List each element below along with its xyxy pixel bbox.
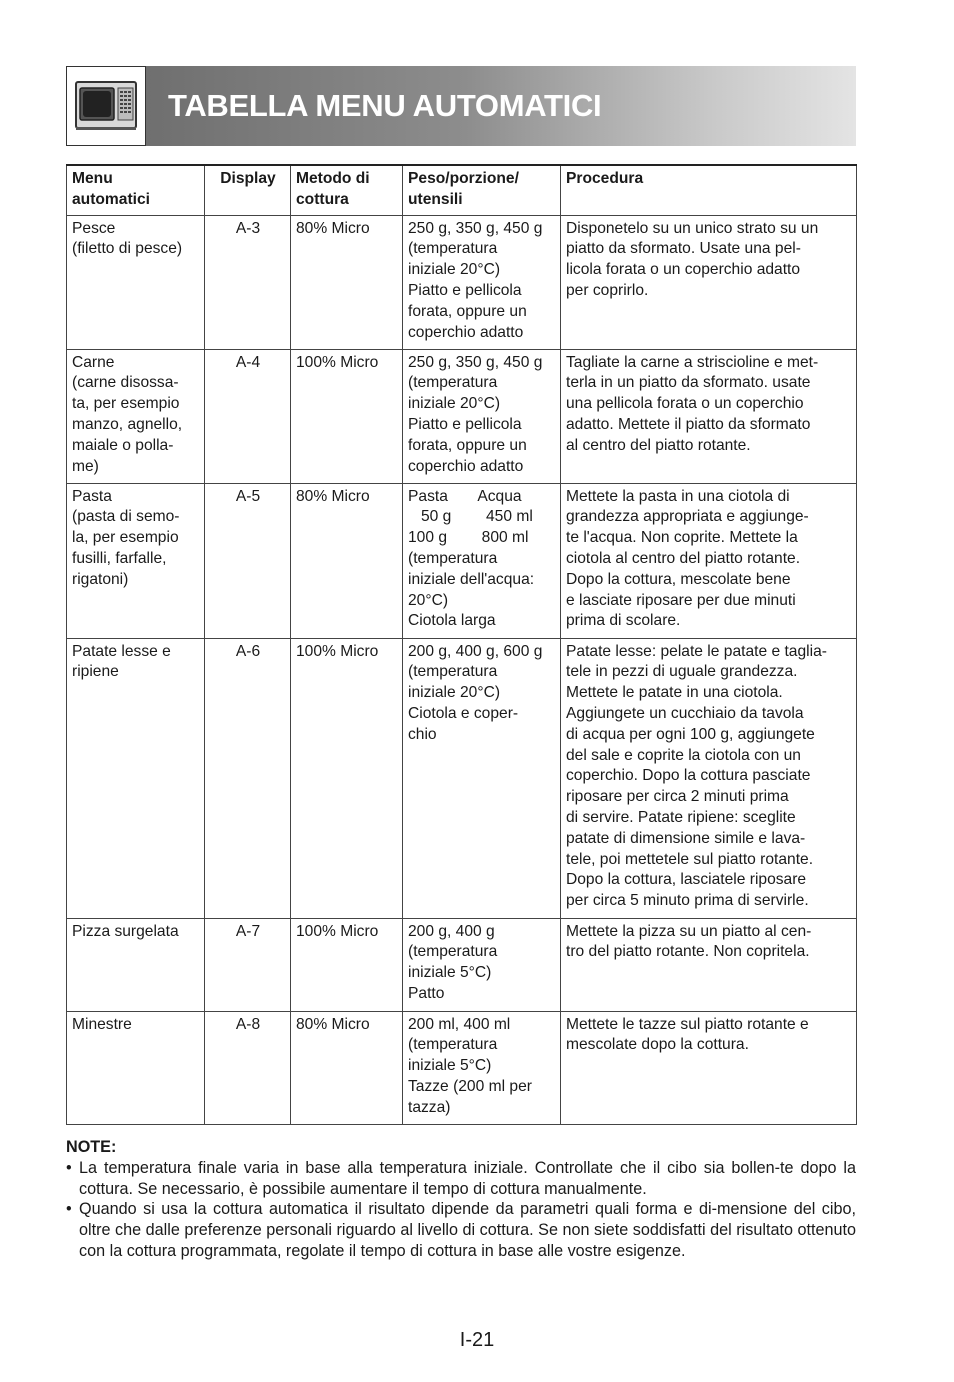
- list-item: [66, 1158, 856, 1200]
- cell-method: 100% Micro: [291, 349, 403, 483]
- cell-procedure: Mettete la pasta in una ciotola di grandezza appropriata e aggiunge- te l'acqua. Non coprite. Mettete la ciotola al centro del piatto rotante. Dopo la cottura, mescolate bene e lasciate riposare per due minuti prima di scolare.: [561, 483, 857, 638]
- cell-weight: 250 g, 350 g, 450 g (temperatura iniziale 20°C) Piatto e pellicola forata, oppure un coperchio adatto: [403, 215, 561, 349]
- column-header-weight: Peso/porzione/ utensili: [403, 165, 561, 215]
- cell-procedure: Mettete la pizza su un piatto al cen- tro del piatto rotante. Non copritela.: [561, 918, 857, 1011]
- note-text: Quando si usa la cottura automatica il risultato dipende da parametri quali forma e di-mensione del cibo, oltre che dalle preferenze personali riguardo al livello di cottura. Se non siete soddisfatti del risultato ottenuto con la cottura programmata, regolate il tempo di cottura in base alle vostre esigenze.: [79, 1200, 856, 1260]
- bullet-icon: •: [66, 1158, 72, 1177]
- cell-weight: 200 g, 400 g (temperatura iniziale 5°C) Patto: [403, 918, 561, 1011]
- cell-display: A-4: [205, 349, 291, 483]
- page-title: TABELLA MENU AUTOMATICI: [168, 88, 602, 123]
- cell-method: 80% Micro: [291, 215, 403, 349]
- cell-display: A-6: [205, 638, 291, 918]
- cell-method: 100% Micro: [291, 918, 403, 1011]
- notes-title: NOTE:: [66, 1138, 117, 1156]
- column-header-procedure: Procedura: [561, 165, 857, 215]
- cell-weight: Pasta Acqua 50 g 450 ml 100 g 800 ml (temperatura iniziale dell'acqua: 20°C) Ciotola larga: [403, 483, 561, 638]
- cell-menu: Pesce (filetto di pesce): [67, 215, 205, 349]
- table-row: [67, 349, 857, 483]
- cell-display: A-5: [205, 483, 291, 638]
- cell-weight: 250 g, 350 g, 450 g (temperatura iniziale 20°C) Piatto e pellicola forata, oppure un coperchio adatto: [403, 349, 561, 483]
- cell-display: A-8: [205, 1011, 291, 1124]
- microwave-icon-box: [66, 66, 146, 146]
- notes-section: [66, 1137, 856, 1262]
- cell-menu: Patate lesse e ripiene: [67, 638, 205, 918]
- cell-menu: Pizza surgelata: [67, 918, 205, 1011]
- cell-display: A-7: [205, 918, 291, 1011]
- cell-menu: Minestre: [67, 1011, 205, 1124]
- cell-procedure: Mettete le tazze sul piatto rotante e mescolate dopo la cottura.: [561, 1011, 857, 1124]
- cell-method: 80% Micro: [291, 1011, 403, 1124]
- title-bar: [146, 66, 856, 146]
- cell-weight: 200 g, 400 g, 600 g (temperatura iniziale 20°C) Ciotola e coper- chio: [403, 638, 561, 918]
- notes-list: [66, 1158, 856, 1262]
- cell-procedure: Tagliate la carne a striscioline e met- terla in un piatto da sformato. usate una pellicola forata o un coperchio adatto. Mettete il piatto da sformato al centro del piatto rotante.: [561, 349, 857, 483]
- microwave-icon: [74, 80, 138, 132]
- list-item: [66, 1199, 856, 1261]
- cell-menu: Carne (carne disossa- ta, per esempio manzo, agnello, maiale o polla- me): [67, 349, 205, 483]
- table-header-row: [67, 165, 857, 215]
- bullet-icon: •: [66, 1200, 72, 1219]
- column-header-display: Display: [205, 165, 291, 215]
- cell-weight: 200 ml, 400 ml (temperatura iniziale 5°C) Tazze (200 ml per tazza): [403, 1011, 561, 1124]
- cell-method: 100% Micro: [291, 638, 403, 918]
- cell-display: A-3: [205, 215, 291, 349]
- cell-method: 80% Micro: [291, 483, 403, 638]
- table-row: [67, 483, 857, 638]
- table-row: [67, 918, 857, 1011]
- table-row: [67, 215, 857, 349]
- note-text: La temperatura finale varia in base alla temperatura iniziale. Controllate che il cibo sia bollen-te dopo la cottura. Se necessario, è possibile aumentare il tempo di cottura manualmente.: [79, 1158, 856, 1198]
- cell-menu: Pasta (pasta di semo- la, per esempio fusilli, farfalle, rigatoni): [67, 483, 205, 638]
- table-row: [67, 638, 857, 918]
- cell-procedure: Disponetelo su un unico strato su un piatto da sformato. Usate una pel- licola forata o un coperchio adatto per coprirlo.: [561, 215, 857, 349]
- column-header-menu: Menu automatici: [67, 165, 205, 215]
- column-header-method: Metodo di cottura: [291, 165, 403, 215]
- page-header: [66, 66, 856, 146]
- page-number: I-21: [459, 1329, 495, 1351]
- cell-procedure: Patate lesse: pelate le patate e taglia- tele in pezzi di uguale grandezza. Mettete le patate in una ciotola. Aggiungete un cucchiaio da tavola di acqua per ogni 100 g, aggiungete del sale e coprite la ciotola con un coperchio. Dopo la cottura pasciate riposare per circa 2 minuti prima di servire. Patate ripiene: sceglite patate di dimensione simile e lava- tele, poi mettetele sul piatto rotante. Dopo la cottura, lasciatele riposare per circa 5 minuto prima di servirle.: [561, 638, 857, 918]
- auto-menu-table: [66, 164, 857, 1125]
- table-row: [67, 1011, 857, 1124]
